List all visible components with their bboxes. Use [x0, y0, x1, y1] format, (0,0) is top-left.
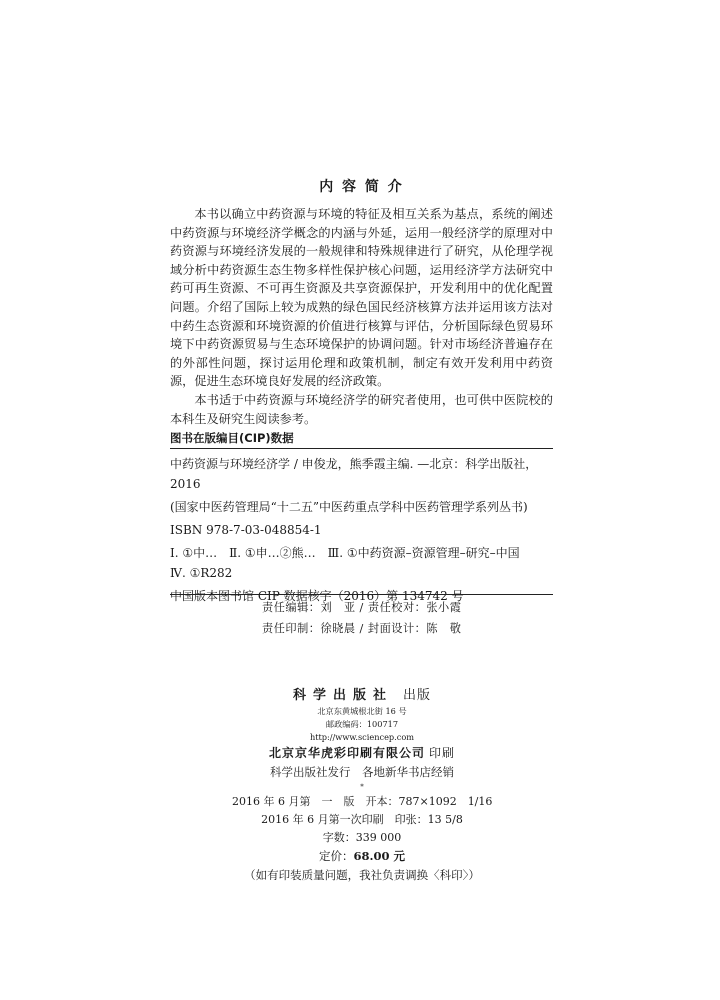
credits-block	[262, 597, 542, 639]
quality-notice: （如有印装质量问题，我社负责调换〈科印〉）	[244, 868, 480, 882]
cip-line: (国家中医药管理局“十二五”中医药重点学科中医药管理学系列丛书)	[170, 500, 528, 514]
cip-line: Ⅰ. ①中… Ⅱ. ①申…②熊… Ⅲ. ①中药资源–资源管理–研究–中国	[170, 546, 520, 560]
cip-line: 2016	[170, 477, 201, 491]
printing-line: 2016 年 6 月第一次印刷 印张：13 5/8	[261, 813, 463, 826]
publisher-name: 科学出版社	[292, 688, 393, 703]
publisher-postcode: 邮政编码：100717	[325, 719, 399, 729]
summary-title: 内 容 简 介	[319, 179, 404, 195]
word-count-line: 字数：339 000	[322, 831, 402, 844]
publisher-tag: 出版	[403, 688, 432, 703]
printer-line	[232, 744, 492, 763]
cip-line: 中国版本图书馆 CIP 数据核字（2016）第 134742 号	[170, 589, 464, 603]
cip-line: 中药资源与环境经济学 / 申俊龙，熊季霞主编. —北京：科学出版社，	[170, 457, 538, 471]
price-value: 68.00 元	[353, 849, 405, 863]
edition-line: 2016 年 6 月第 一 版 开本：787×1092 1/16	[232, 795, 493, 808]
distribution-line: 科学出版社发行 各地新华书店经销	[270, 765, 454, 779]
publisher-address: 北京东黄城根北街 16 号	[317, 706, 407, 716]
credits-editor-line: 责任编辑：刘 亚 / 责任校对：张小霞	[262, 601, 462, 614]
imprint-block	[232, 687, 492, 885]
cip-bottom-rule	[170, 594, 553, 595]
publisher-line	[232, 687, 492, 705]
separator-mark: *	[360, 783, 364, 791]
printer-tag: 印刷	[429, 746, 456, 760]
cip-line: Ⅳ. ①R282	[170, 566, 233, 580]
summary-paragraph: 本书适于中药资源与环境经济学的研究者使用，也可供中医院校的本科生及研究生阅读参考。	[170, 392, 553, 426]
price-label: 定价：	[318, 849, 354, 863]
cip-block	[170, 454, 553, 606]
price-line	[232, 847, 492, 866]
credits-production-line: 责任印制：徐晓晨 / 封面设计：陈 敬	[262, 622, 462, 635]
printer-name: 北京京华虎彩印刷有限公司	[268, 746, 425, 760]
summary-body	[170, 205, 553, 428]
cip-line: ISBN 978-7-03-048854-1	[170, 523, 322, 537]
cip-top-rule	[170, 448, 553, 449]
summary-paragraph: 本书以确立中药资源与环境的特征及相互关系为基点，系统的阐述中药资源与环境经济学概念的内涵与外延，运用一般经济学的原理对中药资源与环境经济发展的一般规律和特殊规律进行了研究，从伦理学视域分析中药资源生态生物多样性保护核心问题，运用经济学方法研究中药可再生资源、不可再生资源及共享资源保护，开发利用中的优化配置问题。介绍了国际上较为成熟的绿色国民经济核算方法并运用该方法对中药生态资源和环境资源的价值进行核算与评估，分析国际绿色贸易环境下中药资源贸易与生态环境保护的协调问题。针对市场经济普遍存在的外部性问题，探讨运用伦理和政策机制，制定有效开发利用中药资源，促进生态环境良好发展的经济政策。	[170, 207, 553, 389]
cip-title: 图书在版编目(CIP)数据	[170, 431, 294, 445]
publisher-website: http://www.sciencep.com	[309, 732, 415, 742]
